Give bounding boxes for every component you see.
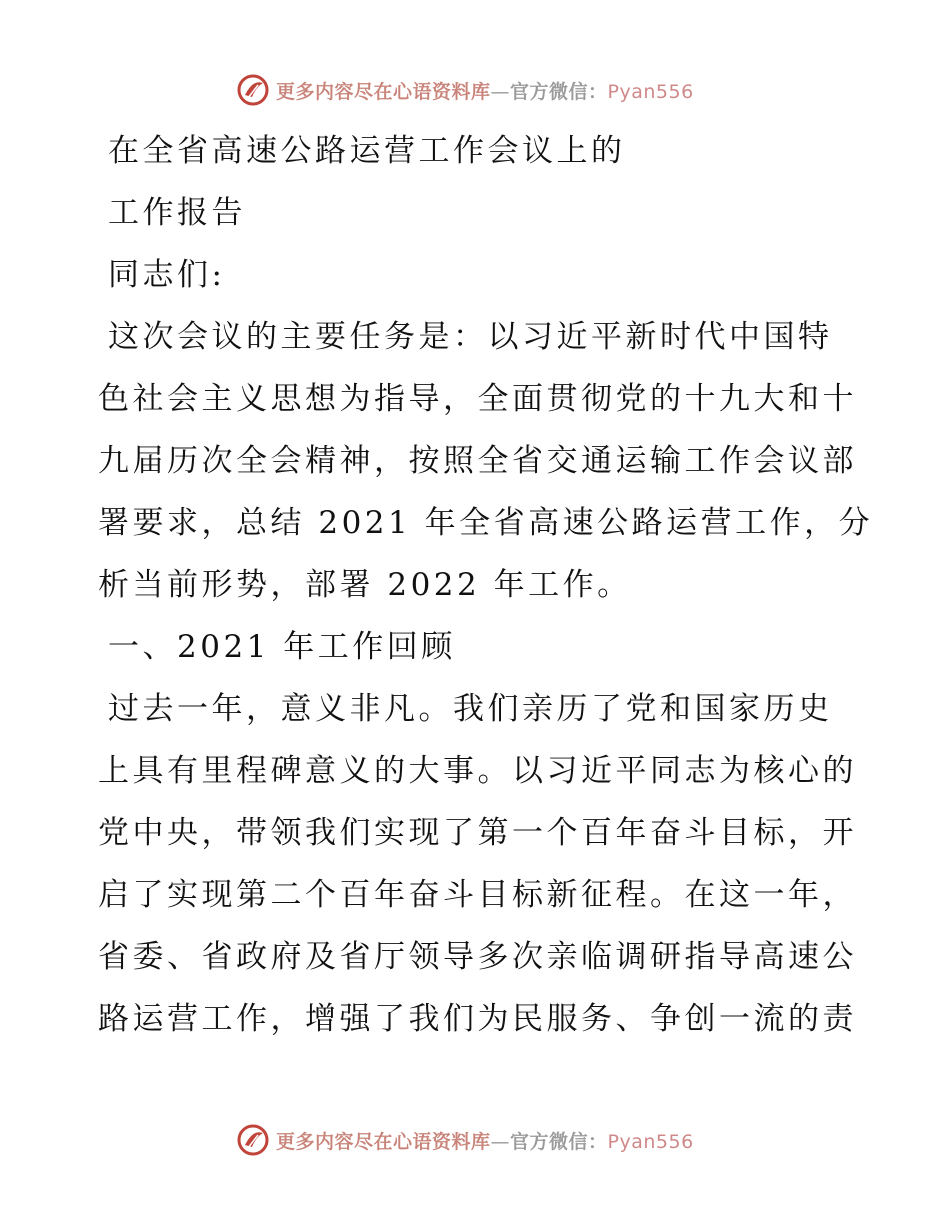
section-heading: 一、2021 年工作回顾 [108, 629, 456, 665]
paragraph-line: 九届历次全会精神，按照全省交通运输工作会议部 [98, 443, 857, 479]
paragraph-line: 署要求，总结 2021 年全省高速公路运营工作，分 [98, 505, 874, 541]
brand-logo-icon [236, 73, 270, 107]
paragraph-line: 党中央，带领我们实现了第一个百年奋斗目标，开 [98, 815, 857, 851]
watermark-id: Pyan556 [607, 80, 694, 103]
paragraph-year-review [98, 678, 858, 1050]
watermark-brand: 更多内容尽在心语资料库 [276, 80, 491, 103]
paragraph-line: 启了实现第二个百年奋斗目标新征程。在这一年， [98, 877, 857, 913]
paragraph-line: 省委、省政府及省厅领导多次亲临调研指导高速公 [98, 939, 857, 975]
paragraph-line: 路运营工作，增强了我们为民服务、争创一流的责 [98, 1001, 857, 1037]
paragraph-line: 上具有里程碑意义的大事。以习近平同志为核心的 [98, 753, 857, 789]
paragraph-line: 这次会议的主要任务是：以习近平新时代中国特 [108, 319, 833, 355]
header-watermark [236, 73, 694, 107]
watermark-brand: 更多内容尽在心语资料库 [276, 1130, 491, 1153]
watermark-dash: — [490, 1130, 511, 1153]
watermark-label: 官方微信： [510, 80, 608, 103]
paragraph-line: 色社会主义思想为指导，全面贯彻党的十九大和十 [98, 381, 857, 417]
document-title-line-2: 工作报告 [108, 195, 246, 231]
watermark-id: Pyan556 [607, 1130, 694, 1153]
watermark-label: 官方微信： [510, 1130, 608, 1153]
paragraph-line: 过去一年，意义非凡。我们亲历了党和国家历史 [108, 691, 833, 727]
document-title-line-1: 在全省高速公路运营工作会议上的 [108, 133, 626, 169]
footer-watermark [236, 1123, 694, 1157]
document-body [98, 120, 874, 1050]
paragraph-line: 析当前形势，部署 2022 年工作。 [98, 567, 632, 603]
brand-logo-icon [236, 1123, 270, 1157]
watermark-dash: — [490, 80, 511, 103]
salutation: 同志们: [108, 257, 226, 293]
paragraph-meeting-tasks [98, 306, 874, 616]
